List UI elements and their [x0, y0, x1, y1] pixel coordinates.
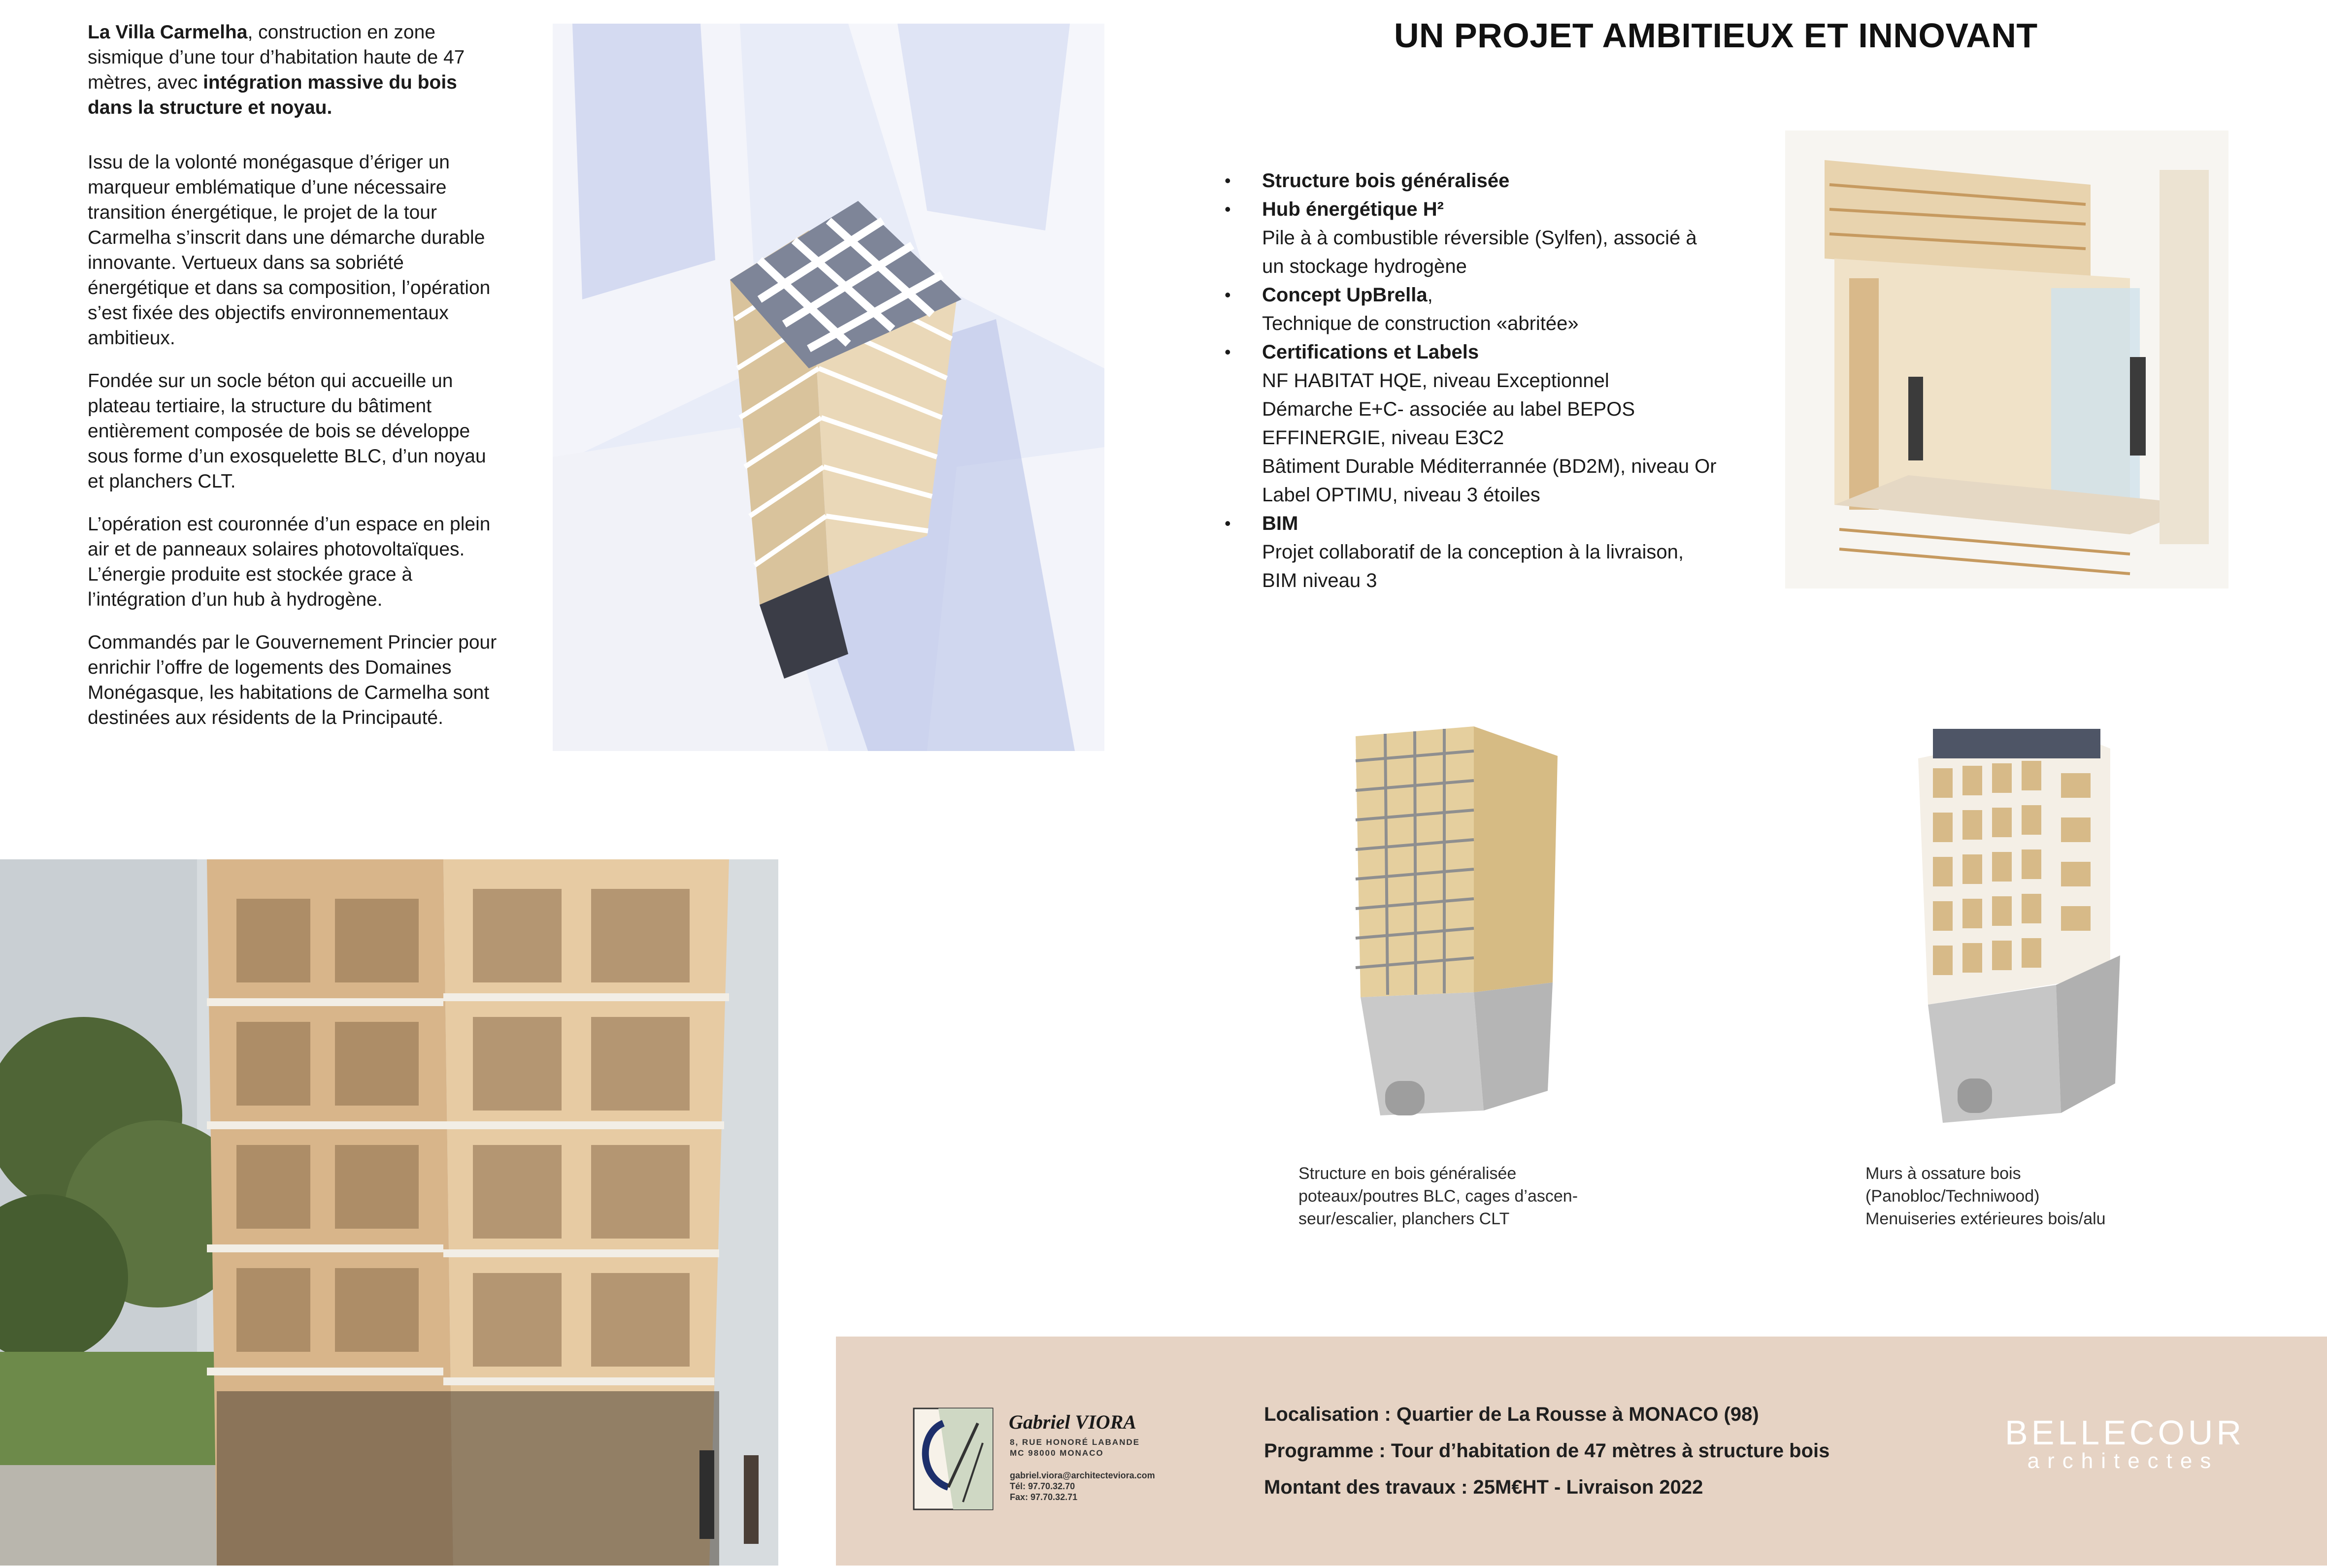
caption-facade: [1865, 1162, 2210, 1230]
feature-title-suffix: ,: [1427, 284, 1433, 306]
feature-title: BIM: [1262, 513, 1298, 534]
intro-project-name: La Villa Carmelha: [88, 22, 248, 43]
caption-line: Structure en bois généralisée: [1298, 1164, 1517, 1183]
feature-title: Structure bois généralisée: [1262, 170, 1510, 192]
feature-detail: Technique de construction «abritée»: [1262, 313, 1579, 334]
caption-line: poteaux/poutres BLC, cages d’ascen-: [1298, 1187, 1578, 1206]
caption-line: seur/escalier, planchers CLT: [1298, 1209, 1510, 1228]
feature-detail: Pile à à combustible réversible (Sylfen), associé à: [1262, 227, 1697, 249]
feature-detail: EFFINERGIE, niveau E3C2: [1262, 427, 1504, 449]
feature-detail: Démarche E+C- associée au label BEPOS: [1262, 398, 1635, 420]
bellecour-logo: [2005, 1413, 2245, 1473]
intro-paragraph-2: Issu de la volonté monégasque d’ériger un marqueur emblématique d’une nécessaire transition énergétique, le projet de la tour Carmelha s’inscrit dans une démarche durable innovante. Vertueux dans sa sobriété énergétique et dans sa composition, l’opération s’est fixée des objectifs environnementaux ambitieux.: [88, 152, 491, 349]
feature-item: [1222, 166, 1788, 195]
feature-item: [1222, 195, 1788, 281]
feature-title: Concept UpBrella: [1262, 284, 1428, 306]
project-budget: Montant des travaux : 25M€HT - Livraison 2022: [1264, 1476, 1703, 1498]
brand-name: BELLECOUR: [2005, 1413, 2245, 1452]
aerial-render-image: [553, 24, 1104, 751]
intro-p1-highlight: intégration massive du bois dans la structure et noyau.: [88, 72, 457, 118]
feature-detail: Label OPTIMU, niveau 3 étoiles: [1262, 484, 1540, 506]
intro-paragraph-1: [88, 20, 506, 120]
feature-detail: Projet collaboratif de la conception à la livraison,: [1262, 541, 1684, 563]
feature-title: Hub énergétique H²: [1262, 198, 1444, 220]
architect-address: [1010, 1437, 1140, 1459]
address-line: 8, RUE HONORÉ LABANDE: [1010, 1437, 1140, 1447]
caption-line: Menuiseries extérieures bois/alu: [1865, 1209, 2106, 1228]
project-info: [1264, 1396, 1829, 1505]
wood-structure-render-image: [1341, 717, 1567, 1135]
caption-line: Murs à ossature bois: [1865, 1164, 2021, 1183]
project-programme: Programme : Tour d’habitation de 47 mètres à structure bois: [1264, 1440, 1830, 1462]
contact-fax: Fax: 97.70.32.71: [1010, 1492, 1078, 1502]
intro-p1-text: , construction en zone sismique d’une tour d’habitation haute de 47 mètres, avec: [88, 22, 465, 93]
feature-detail: un stockage hydrogène: [1262, 256, 1467, 277]
brand-subtitle: architectes: [2027, 1449, 2219, 1473]
caption-structure: [1298, 1162, 1643, 1230]
architect-contact: [1010, 1470, 1155, 1503]
features-list: [1222, 166, 1788, 595]
feature-title: Certifications et Labels: [1262, 341, 1479, 363]
feature-detail: BIM niveau 3: [1262, 570, 1377, 591]
intro-paragraph-5: Commandés par le Gouvernement Princier pour enrichir l’offre de logements des Domaines Monégasque, les habitations de Carmelha sont destinées aux résidents de la Principauté.: [88, 632, 497, 728]
viora-logo-icon: [909, 1404, 1007, 1514]
intro-paragraph-4: L’opération est couronnée d’un espace en plein air et de panneaux solaires photovoltaïques. L’énergie produite est stockée grace à l’intégration d’un hub à hydrogène.: [88, 514, 491, 610]
facade-render-image: [1913, 719, 2140, 1138]
feature-detail: NF HABITAT HQE, niveau Exceptionnel: [1262, 370, 1609, 392]
caption-line: (Panobloc/Techniwood): [1865, 1187, 2040, 1206]
feature-item: [1222, 509, 1788, 595]
address-line: MC 98000 MONACO: [1010, 1448, 1104, 1458]
section-cut-render-image: [1785, 131, 2228, 588]
feature-detail: Bâtiment Durable Méditerrannée (BD2M), niveau Or: [1262, 456, 1717, 477]
intro-paragraph-3: Fondée sur un socle béton qui accueille un plateau tertiaire, la structure du bâtiment entièrement composée de bois se développe sous forme d’un exosquelette BLC, d’un noyau et planchers CLT.: [88, 370, 486, 492]
contact-email: gabriel.viora@architecteviora.com: [1010, 1470, 1155, 1480]
project-location: Localisation : Quartier de La Rousse à MONACO (98): [1264, 1404, 1759, 1425]
contact-phone: Tél: 97.70.32.70: [1010, 1481, 1075, 1491]
architect-name: Gabriel VIORA: [1009, 1411, 1136, 1433]
feature-item: [1222, 338, 1788, 509]
feature-item: [1222, 281, 1788, 338]
page-title: UN PROJET AMBITIEUX ET INNOVANT: [1394, 16, 2038, 55]
intro-text: [88, 20, 506, 748]
street-render-image: [0, 859, 778, 1566]
